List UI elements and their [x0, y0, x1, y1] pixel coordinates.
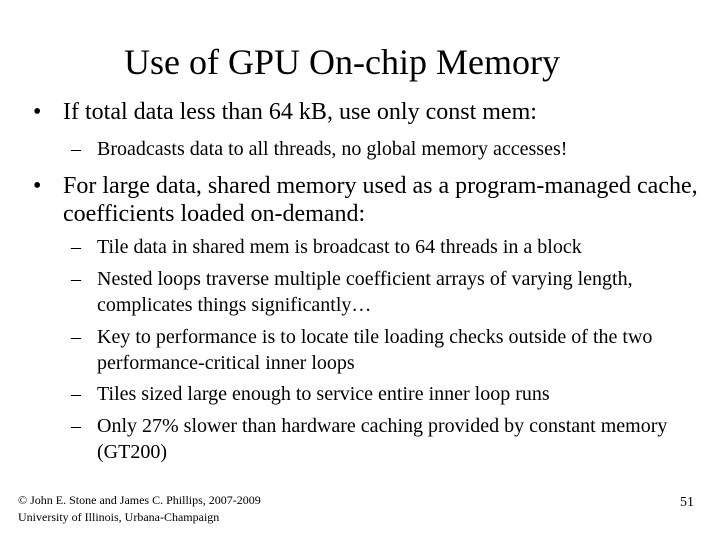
footer-credit: [18, 492, 261, 526]
sub-bullet-item: [71, 324, 701, 376]
sub-bullet-text: Only 27% slower than hardware caching provided by constant memory (GT200): [97, 415, 668, 463]
sub-bullet-item: [71, 136, 701, 162]
sub-bullet-text: Tile data in shared mem is broadcast to 64 threads in a block: [97, 236, 582, 258]
sub-bullet-item: [71, 381, 701, 407]
page-number: 51: [680, 495, 694, 510]
bullet-text: If total data less than 64 kB, use only const mem:: [63, 99, 537, 125]
sub-bullet-text: Broadcasts data to all threads, no global memory accesses!: [97, 138, 568, 160]
sub-bullet-text: Key to performance is to locate tile loading checks outside of the two performance-critical inner loops: [97, 326, 653, 374]
sub-bullet-text: Tiles sized large enough to service entire inner loop runs: [97, 383, 550, 405]
dash-marker: –: [71, 383, 81, 405]
dash-marker: –: [71, 415, 81, 437]
bullet-item: [33, 98, 698, 126]
sub-bullet-text: Nested loops traverse multiple coefficient arrays of varying length, complicates things significantly…: [97, 268, 633, 316]
sub-bullet-item: [71, 413, 701, 465]
sub-bullet-item: [71, 266, 701, 318]
footer-credit-line: University of Illinois, Urbana-Champaign: [18, 510, 220, 524]
sub-bullet-item: [71, 234, 701, 260]
bullet-marker: •: [33, 173, 42, 199]
dash-marker: –: [71, 326, 81, 348]
bullet-item: [33, 172, 698, 228]
dash-marker: –: [71, 268, 81, 290]
dash-marker: –: [71, 138, 81, 160]
dash-marker: –: [71, 236, 81, 258]
bullet-marker: •: [33, 99, 42, 125]
slide-title: Use of GPU On-chip Memory: [124, 42, 560, 82]
bullet-text: For large data, shared memory used as a program-managed cache, coefficients loaded on-demand:: [63, 173, 698, 227]
footer-credit-line: © John E. Stone and James C. Phillips, 2007-2009: [18, 493, 261, 507]
